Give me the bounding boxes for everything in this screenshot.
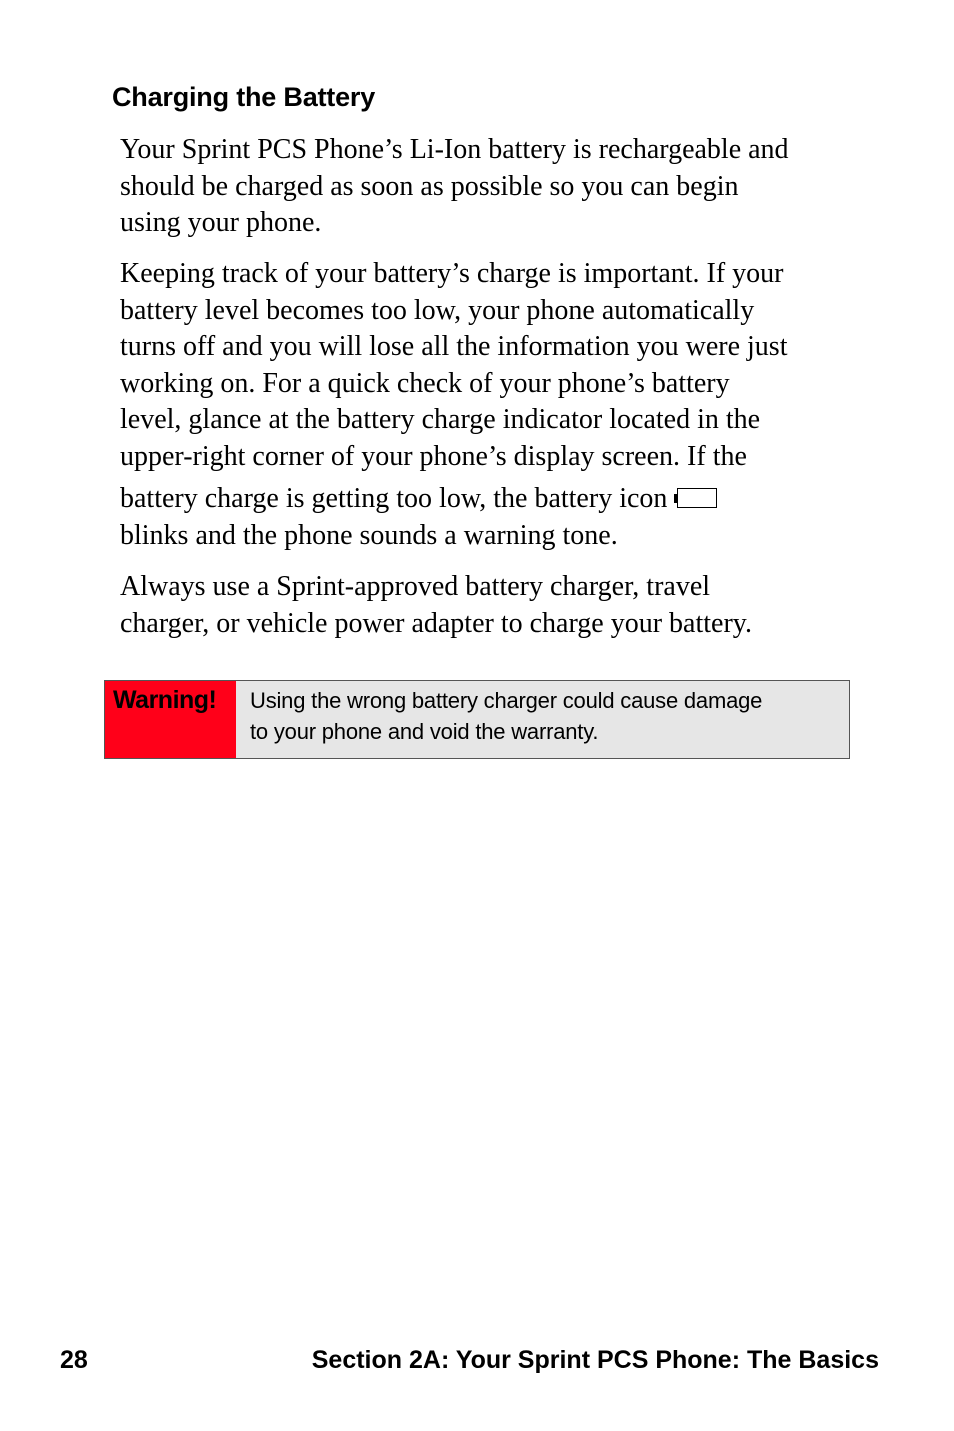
text-line: Your Sprint PCS Phone’s Li-Ion battery is rechargeable and <box>120 134 789 165</box>
page-number: 28 <box>60 1346 88 1374</box>
paragraph-charge-tracking <box>120 256 880 475</box>
text-line: working on. For a quick check of your phone’s battery <box>120 367 730 399</box>
warning-line: Using the wrong battery charger could cause damage <box>250 688 763 713</box>
warning-label: Warning! <box>105 681 236 758</box>
text-line: battery level becomes too low, your phone automatically <box>120 294 755 326</box>
text-line: blinks and the phone sounds a warning tone. <box>120 519 618 551</box>
text-line: should be charged as soon as possible so you can begin <box>120 170 739 202</box>
paragraph-approved-charger <box>120 569 880 642</box>
battery-terminal <box>674 494 677 503</box>
text-line: upper-right corner of your phone’s display screen. If the <box>120 440 747 472</box>
paragraph-intro <box>120 132 880 242</box>
text-line: Keeping track of your battery’s charge is important. If your <box>120 258 784 289</box>
warning-text <box>236 681 849 758</box>
text-line: using your phone. <box>120 207 322 238</box>
text-line-with-icon <box>120 481 880 518</box>
text-line: battery charge is getting too low, the battery icon <box>120 483 668 514</box>
paragraph-charge-tracking-continued <box>120 481 880 554</box>
warning-line: to your phone and void the warranty. <box>250 719 599 744</box>
warning-callout <box>104 680 850 759</box>
section-heading: Charging the Battery <box>112 82 376 112</box>
text-line: turns off and you will lose all the information you were just <box>120 331 788 362</box>
text-line: charger, or vehicle power adapter to charge your battery. <box>120 607 752 639</box>
text-line: Always use a Sprint-approved battery charger, travel <box>120 571 711 602</box>
text-line: level, glance at the battery charge indicator located in the <box>120 404 761 435</box>
section-title: Section 2A: Your Sprint PCS Phone: The Basics <box>311 1346 879 1374</box>
battery-empty-icon <box>677 488 717 508</box>
